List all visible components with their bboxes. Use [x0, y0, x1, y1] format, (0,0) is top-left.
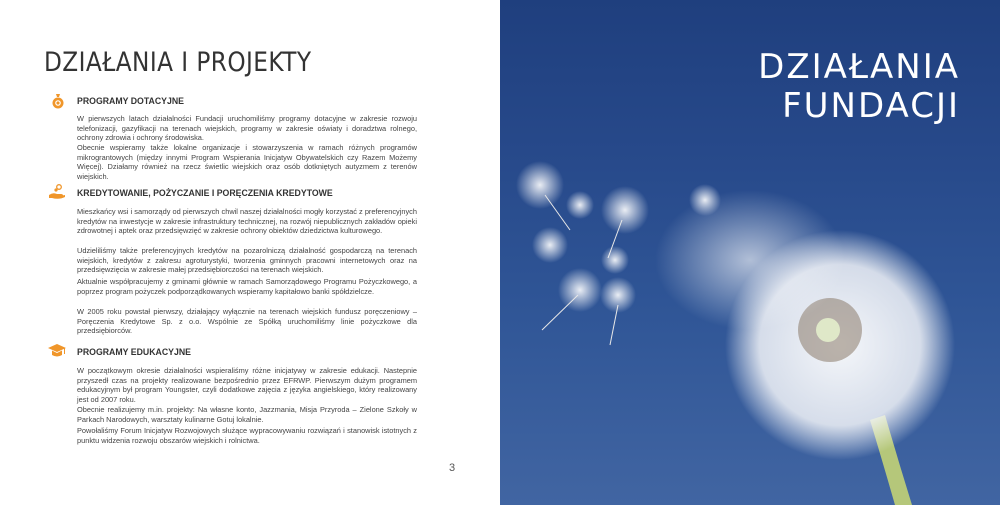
paragraph: Udzieliliśmy także preferencyjnych kredytów na pozarolniczą działalność gospodarczą na terenach wiejskich, kredytów z zakresu agroturystyki, tworzenia gminnych pracowni internetowych oraz na przedsięwzięcia w zakresie małej przedsiębiorczości na terenach wiejskich.	[77, 246, 417, 275]
paragraph: W początkowym okresie działalności wspieraliśmy różne inicjatywy w zakresie edukacji. Nastepnie przyszedł czas na projekty realizowane bezpośrednio przez EFRWP. Pierwszym dużym programem edukacyjnym był program Youngster, czyli dodatkowe zajęcia z języka angielskiego, który realizowany jest od 2007 roku.	[77, 366, 417, 404]
paragraph: Aktualnie współpracujemy z gminami głównie w ramach Samorządowego Programu Pożyczkowego, a poprzez program pożyczek podporządkowanych wspieramy kapitałowo banki spółdzielcze.	[77, 277, 417, 296]
page-title: DZIAŁANIA I PROJEKTY	[44, 47, 312, 78]
paragraph: W 2005 roku powstał pierwszy, działający wyłącznie na terenach wiejskich fundusz poręczeniowy – Poręczenia Kredytowe Sp. z o.o. Wspólnie ze Spółką uruchomiliśmy linie pożyczkowe dla przedsiębiorców.	[77, 307, 417, 336]
hand-coins-icon	[48, 183, 66, 201]
paragraph: Mieszkańcy wsi i samorządy od pierwszych chwil naszej działalności mogły korzystać z preferencyjnych kredytów na inwestycje w zakresie infrastruktury technicznej, na rozwój niepublicznych zakładów opieki zdrowotnej i aptek oraz przedsięwzięć w zakresie ochrony obiektów dziedzictwa kulturowego.	[77, 207, 417, 236]
right-page	[500, 0, 1000, 505]
section-heading-credits: KREDYTOWANIE, POŻYCZANIE I PORĘCZENIA KREDYTOWE	[77, 188, 333, 199]
graduation-cap-icon	[48, 343, 66, 359]
paragraph: Powołaliśmy Forum Inicjatyw Rozwojowych służące wypracowywaniu rozwiązań i stanowisk istotnych z punktu widzenia rozwoju obszarów wiejskich i rolnictwa.	[77, 426, 417, 445]
paragraph: Obecnie wspieramy także lokalne organizacje i stowarzyszenia w ramach różnych programów mikrograntowych (między innymi Program Wspierania Inicjatyw Obywatelskich czy Razem Możemy Więcej). Działamy również na rzecz świetlic wiejskich oraz osób dotkniętych autyzmem z terenów wiejskich.	[77, 143, 417, 181]
section-heading-education: PROGRAMY EDUKACYJNE	[77, 347, 191, 358]
section-heading-grants: PROGRAMY DOTACYJNE	[77, 96, 185, 107]
hero-title-line-1: DZIAŁANIA	[758, 47, 960, 87]
paragraph: W pierwszych latach działalności Fundacji uruchomiliśmy programy dotacyjne w zakresie rozwoju telefonizacji, gazyfikacji na terenach wiejskich, programy w zakresie oświaty i doradztwa rolnego, ochrony zdrowia i ochrony środowiska.	[77, 114, 417, 143]
money-bag-icon	[50, 93, 66, 109]
hero-title	[758, 48, 960, 126]
paragraph: Obecnie realizujemy m.in. projekty: Na własne konto, Jazzmania, Misja Przyroda – Zielone Szkoły w Parkach Narodowych, warsztaty kulinarne Gotuj lokalnie.	[77, 405, 417, 424]
hero-title-line-2: FUNDACJI	[782, 86, 960, 126]
page-number: 3	[449, 462, 456, 474]
